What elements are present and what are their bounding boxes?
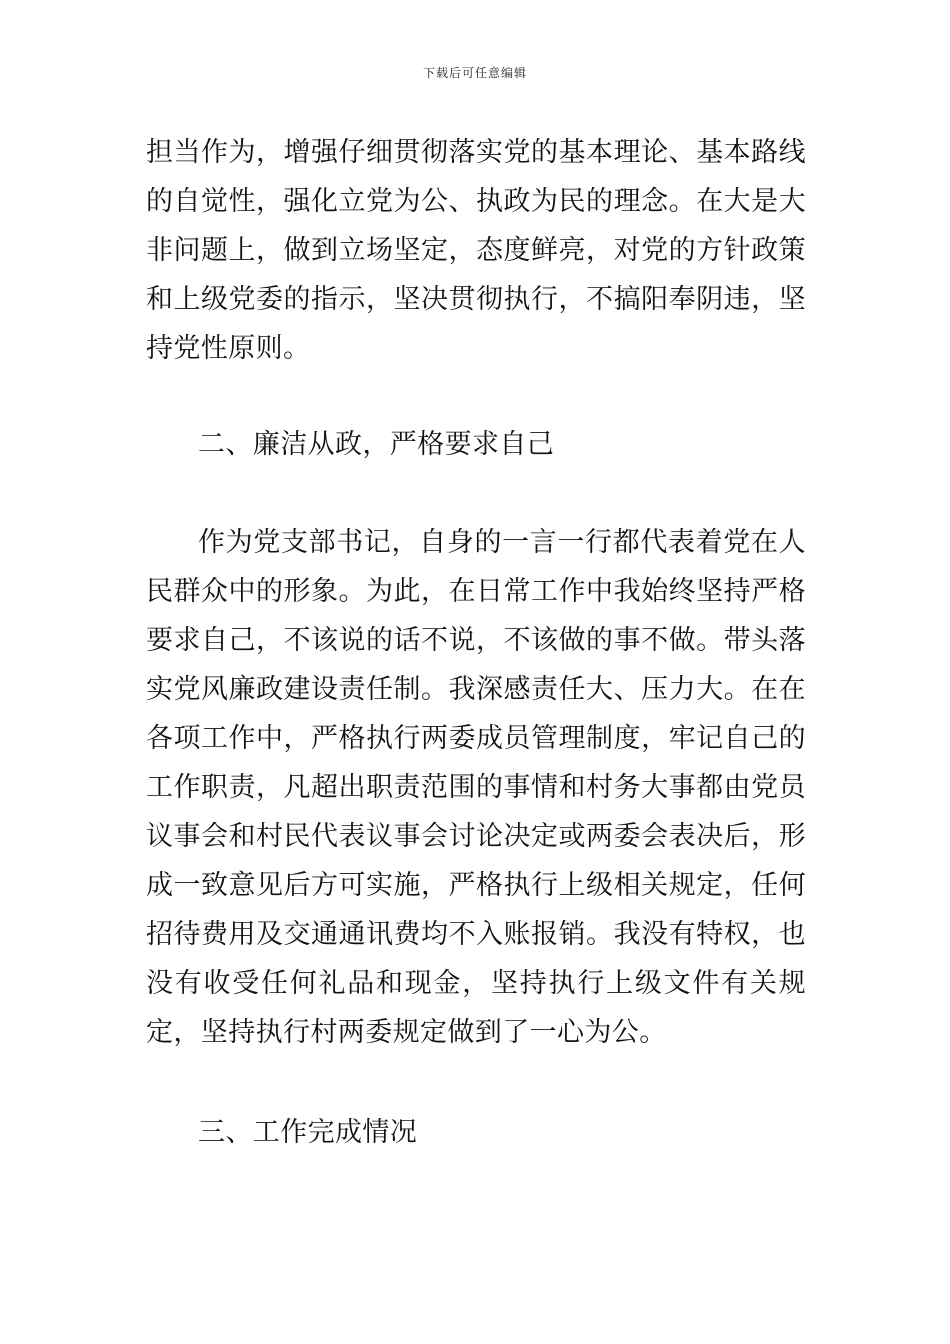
document-body	[146, 128, 806, 1157]
paragraph-continued: 担当作为，增强仔细贯彻落实党的基本理论、基本路线的自觉性，强化立党为公、执政为民的理念。在大是大非问题上，做到立场坚定，态度鲜亮，对党的方针政策和上级党委的指示，坚决贯彻执行，不搞阳奉阴违，坚持党性原则。	[146, 137, 806, 364]
section-heading-2: 二、廉洁从政，严格要求自己	[198, 429, 555, 460]
section-heading-3: 三、工作完成情况	[198, 1117, 418, 1148]
page-header-note: 下载后可任意编辑	[422, 66, 527, 80]
paragraph-integrity: 作为党支部书记，自身的一言一行都代表着党在人民群众中的形象。为此，在日常工作中我始终坚持严格要求自己，不该说的话不说，不该做的事不做。带头落实党风廉政建设责任制。我深感责任大、压力大。在在各项工作中，严格执行两委成员管理制度，牢记自己的工作职责，凡超出职责范围的事情和村务大事都由党员议事会和村民代表议事会讨论决定或两委会表决后，形成一致意见后方可实施，严格执行上级相关规定，任何招待费用及交通通讯费均不入账报销。我没有特权，也没有收受任何礼品和现金，坚持执行上级文件有关规定，坚持执行村两委规定做到了一心为公。	[146, 527, 806, 1048]
